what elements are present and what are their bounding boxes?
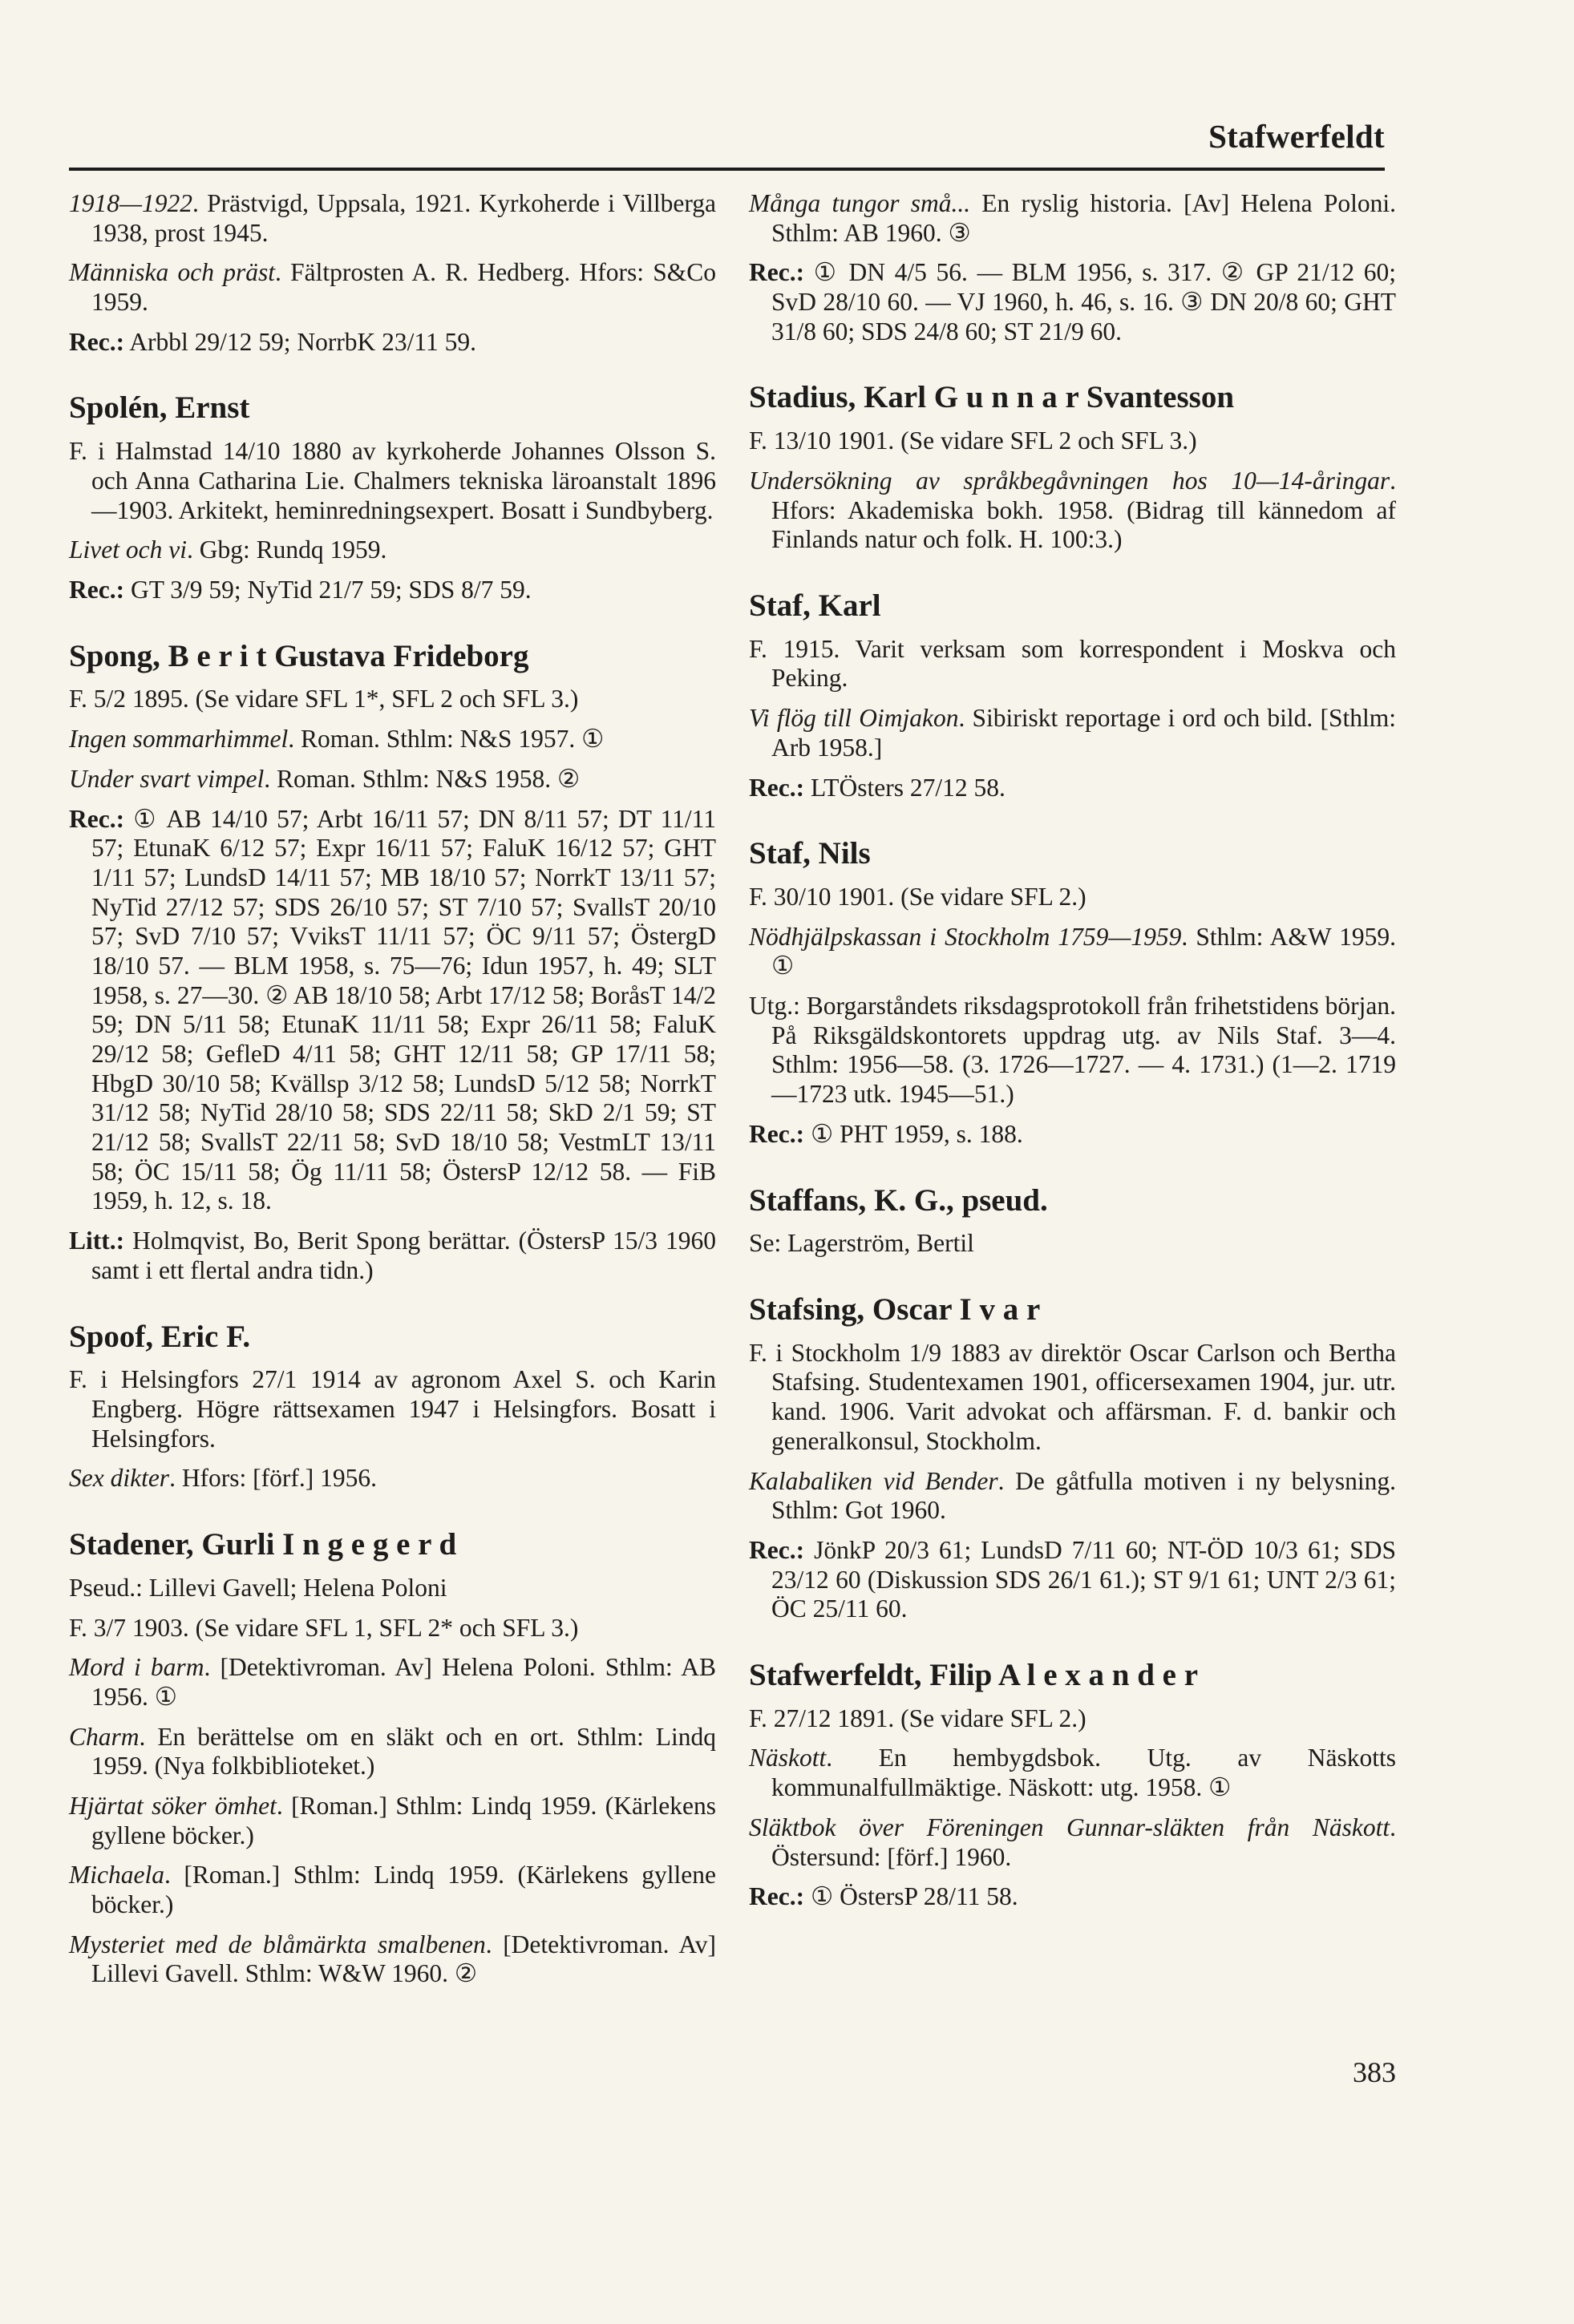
entry xyxy=(69,1319,716,1494)
entry-paragraph: F. 3/7 1903. (Se vidare SFL 1, SFL 2* och SFL 3.) xyxy=(69,1613,579,1642)
entry-paragraph: Många tungor små... En ryslig historia. [Av] Helena Poloni. Sthlm: AB 1960. ③ xyxy=(749,189,1396,247)
entry-paragraph: Rec.: ① PHT 1959, s. 188. xyxy=(749,1119,1023,1148)
entry-paragraph: F. i Helsingfors 27/1 1914 av agronom Axel S. och Karin Engberg. Högre rättsexamen 1947 i Helsingfors. Bosatt i Helsingfors. xyxy=(69,1365,716,1453)
entry-heading: Stafwerfeldt, Filip A l e x a n d e r xyxy=(749,1657,1199,1692)
entry-paragraph: Näskott. En hembygdsbok. Utg. av Näskotts kommunalfullmäktige. Näskott: utg. 1958. ① xyxy=(749,1744,1396,1802)
entry-paragraph: F. 1915. Varit verksam som korrespondent i Moskva och Peking. xyxy=(749,634,1396,693)
entry-heading: Stafsing, Oscar I v a r xyxy=(749,1292,1041,1327)
entry-paragraph: Människa och präst. Fältprosten A. R. Hedberg. Hfors: S&Co 1959. xyxy=(69,258,717,317)
entry-paragraph: Vi flög till Oimjakon. Sibiriskt reportage i ord och bild. [Sthlm: Arb 1958.] xyxy=(749,704,1396,762)
entry-paragraph: Mysteriet med de blåmärkta smalbenen. [Detektivroman. Av] Lillevi Gavell. Sthlm: W&W 1960. ② xyxy=(69,1930,716,1988)
entry-paragraph: Ingen sommarhimmel. Roman. Sthlm: N&S 1957. ① xyxy=(69,725,605,754)
page-number: 383 xyxy=(1353,2056,1396,2088)
entry-paragraph: Se: Lagerström, Bertil xyxy=(749,1229,974,1258)
entry xyxy=(69,638,716,1286)
entry xyxy=(749,835,1396,1149)
entry-paragraph: F. 30/10 1901. (Se vidare SFL 2.) xyxy=(749,883,1086,911)
entry xyxy=(749,1182,1396,1259)
entry xyxy=(749,1657,1396,1912)
entry-paragraph: Rec.: JönkP 20/3 61; LundsD 7/11 60; NT-ÖD 10/3 61; SDS 23/12 60 (Diskussion SDS 26/1 61.); ST 9/1 61; UNT 2/3 61; ÖC 25/11 60. xyxy=(749,1535,1396,1623)
entry-heading: Spoof, Eric F. xyxy=(69,1319,251,1354)
entry-paragraph: Kalabaliken vid Bender. De gåtfulla motiven i ny belysning. Sthlm: Got 1960. xyxy=(749,1466,1396,1525)
entry-heading: Staf, Karl xyxy=(749,588,881,623)
entry-heading: Stadius, Karl G u n n a r Svantesson xyxy=(749,380,1235,415)
entry-paragraph: Undersökning av språkbegåvningen hos 10—14-åringar. Hfors: Akademiska bokh. 1958. (Bidrag till kännedom af Finlands natur och folk. H. 100:3.) xyxy=(749,466,1396,554)
entry-heading: Spolén, Ernst xyxy=(69,390,250,426)
entry-paragraph: Charm. En berättelse om en släkt och en ort. Sthlm: Lindq 1959. (Nya folkbiblioteket.) xyxy=(69,1722,716,1780)
entry xyxy=(749,379,1396,555)
entry-heading: Stadener, Gurli I n g e g e r d xyxy=(69,1527,457,1562)
entry xyxy=(69,390,716,604)
entry-paragraph: F. 5/2 1895. (Se vidare SFL 1*, SFL 2 och SFL 3.) xyxy=(69,685,579,713)
entry xyxy=(69,189,716,357)
entry-paragraph: Rec.: ① DN 4/5 56. — BLM 1956, s. 317. ② GP 21/12 60; SvD 28/10 60. — VJ 1960, h. 46, s. 16. ③ DN 20/8 60; GHT 31/8 60; SDS 24/8 60; ST 21/9 60. xyxy=(749,258,1396,346)
entry xyxy=(749,1291,1396,1624)
entry-paragraph: Rec.: Arbbl 29/12 59; NorrbK 23/11 59. xyxy=(69,327,477,356)
entry-paragraph: Rec.: LTÖsters 27/12 58. xyxy=(749,773,1005,802)
entry-heading: Spong, B e r i t Gustava Frideborg xyxy=(69,638,529,673)
entry-paragraph: Under svart vimpel. Roman. Sthlm: N&S 1958. ② xyxy=(69,764,581,793)
entry-paragraph: F. i Stockholm 1/9 1883 av direktör Oscar Carlson och Bertha Stafsing. Studentexamen 1901, officersexamen 1904, jur. utr. kand. 1906. Varit advokat och affärsman. F. d. bankir och generalkonsul, Stockholm. xyxy=(749,1338,1396,1455)
entry-paragraph: Släktbok över Föreningen Gunnar-släkten från Näskott. Östersund: [förf.] 1960. xyxy=(749,1813,1396,1871)
entry-paragraph: F. i Halmstad 14/10 1880 av kyrkoherde Johannes Olsson S. och Anna Catharina Lie. Chalmers tekniska läroanstalt 1896—1903. Arkitekt, heminredningsexpert. Bosatt i Sundbyberg. xyxy=(69,437,716,524)
entry-heading: Staffans, K. G., pseud. xyxy=(749,1182,1048,1218)
entry-paragraph: Mord i barm. [Detektivroman. Av] Helena Poloni. Sthlm: AB 1956. ① xyxy=(69,1653,716,1711)
entry xyxy=(749,189,1396,346)
header-rule xyxy=(69,168,1385,171)
entry xyxy=(69,1526,716,1989)
entry-paragraph: 1918—1922. Prästvigd, Uppsala, 1921. Kyrkoherde i Villberga 1938, prost 1945. xyxy=(69,189,716,247)
entry-paragraph: Nödhjälpskassan i Stockholm 1759—1959. Sthlm: A&W 1959. ① xyxy=(749,922,1397,980)
left-column xyxy=(69,189,716,2022)
entry xyxy=(749,588,1396,802)
entry-paragraph: F. 27/12 1891. (Se vidare SFL 2.) xyxy=(749,1704,1086,1732)
running-header: Stafwerfeldt xyxy=(1208,118,1385,155)
entry-paragraph: Utg.: Borgarståndets riksdagsprotokoll från frihetstidens början. På Riksgäldskontorets uppdrag utg. av Nils Staf. 3—4. Sthlm: 1956—58. (3. 1726—1727. — 4. 1731.) (1—2. 1719—1723 utk. 1945—51.) xyxy=(749,992,1396,1109)
entry-paragraph: Litt.: Holmqvist, Bo, Berit Spong berättar. (ÖstersP 15/3 1960 samt i ett flertal andra tidn.) xyxy=(69,1227,716,1284)
entry-paragraph: Sex dikter. Hfors: [förf.] 1956. xyxy=(69,1464,377,1493)
entry-paragraph: Rec.: GT 3/9 59; NyTid 21/7 59; SDS 8/7 59. xyxy=(69,575,532,604)
entry-paragraph: Hjärtat söker ömhet. [Roman.] Sthlm: Lindq 1959. (Kärlekens gyllene böcker.) xyxy=(69,1792,716,1849)
entry-heading: Staf, Nils xyxy=(749,836,871,871)
entry-paragraph: Livet och vi. Gbg: Rundq 1959. xyxy=(69,536,387,564)
entry-paragraph: Rec.: ① ÖstersP 28/11 58. xyxy=(749,1882,1018,1911)
entry-paragraph: Michaela. [Roman.] Sthlm: Lindq 1959. (Kärlekens gyllene böcker.) xyxy=(69,1861,716,1919)
entry-paragraph: Rec.: ① AB 14/10 57; Arbt 16/11 57; DN 8/11 57; DT 11/11 57; EtunaK 6/12 57; Expr 16/11 57; FaluK 16/12 57; GHT 1/11 57; LundsD 14/11 57; MB 18/10 57; NorrkT 13/11 57; NyTid 27/12 57; SDS 26/10 57; ST 7/10 57; SvallsT 20/10 57; SvD 7/10 57; VviksT 11/11 57; ÖC 9/11 57; ÖstergD 18/10 57. — BLM 1958, s. 75—76; Idun 1957, h. 49; SLT 1958, s. 27—30. ② AB 18/10 58; Arbt 17/12 58; BoråsT 14/2 59; DN 5/11 58; EtunaK 11/11 58; Expr 26/11 58; FaluK 29/12 58; GefleD 4/11 58; GHT 12/11 58; GP 17/11 58; HbgD 30/10 58; Kvällsp 3/12 58; LundsD 5/12 58; NorrkT 31/12 58; NyTid 28/10 58; SDS 22/11 58; SkD 2/1 59; ST 21/12 58; SvallsT 22/11 58; SvD 18/10 58; VestmLT 13/11 58; ÖC 15/11 58; Ög 11/11 58; ÖstersP 12/12 58. — FiB 1959, h. 12, s. 18. xyxy=(69,804,716,1215)
right-column xyxy=(749,189,1396,1945)
entry-paragraph: F. 13/10 1901. (Se vidare SFL 2 och SFL 3.) xyxy=(749,426,1197,455)
entry-paragraph: Pseud.: Lillevi Gavell; Helena Poloni xyxy=(69,1573,447,1602)
